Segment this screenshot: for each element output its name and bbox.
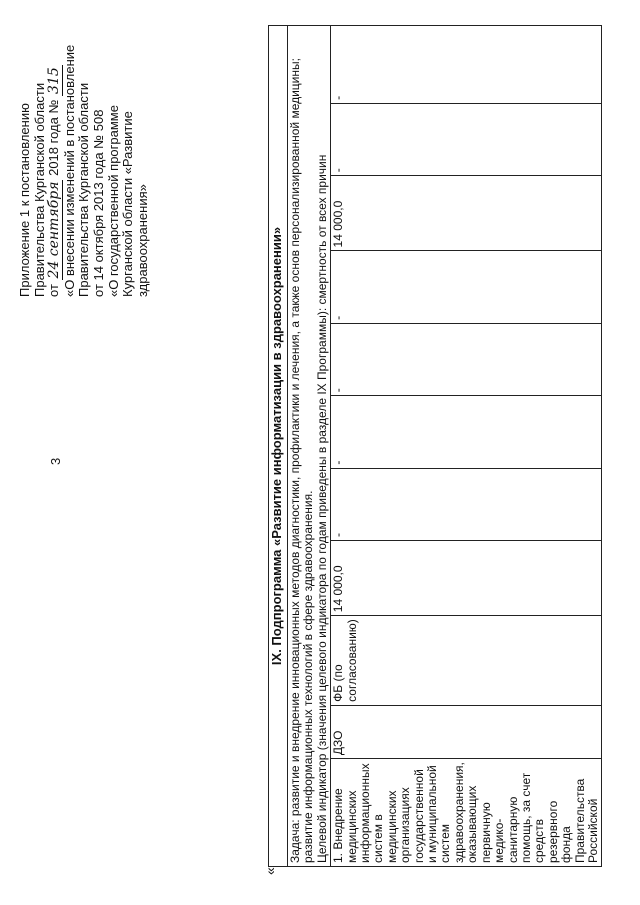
appendix-line: «О внесении изменений в постановление (61, 44, 77, 297)
appendix-line: Правительства Курганской области (31, 82, 47, 297)
appendix-header (18, 17, 150, 297)
appendix-line: Приложение 1 к постановлению (17, 103, 32, 297)
task-text: Задача: развитие и внедрение инновационных методов диагностики, профилактики и лечения, а также основ персонализированной медицины; развитие информационных технологий в сфере здравоохранения. (288, 58, 316, 863)
subprogram-title: IX. Подпрограмма «Развитие информатизации в здравоохранении» (269, 26, 288, 867)
year-value: 14 000,0 (331, 176, 602, 251)
year-value: - (331, 251, 602, 323)
year-value: - (331, 396, 602, 468)
year-value: - (331, 103, 602, 175)
appendix-line: здравоохранения» (134, 184, 150, 297)
appendix-line: «О государственной программе (105, 105, 121, 297)
page-number: 3 (48, 457, 63, 465)
year-value: - (331, 323, 602, 395)
executor: ДЗО (331, 705, 602, 758)
year-value: - (331, 468, 602, 540)
measure-name: 1. Внедрение медицинских информационных систем в медицинских организациях государственной и муниципальной систем здравоохранения, оказывающих первичную медико-санитарную помощь, за счет средств резервного фонда Правительства Российской (331, 759, 602, 867)
appendix-line: Курганской области «Развитие (120, 111, 136, 297)
indicator-text: Целевой индикатор (значения целевого индикатора по годам приведены в разделе IX Программы): смертность от всех причин (314, 154, 329, 863)
date-mid: 2018 года № (46, 99, 62, 176)
appendix-date-line (47, 17, 63, 297)
subprogram-table (268, 25, 602, 867)
date-prefix: от (46, 284, 62, 297)
handwritten-number: 315 (46, 67, 63, 94)
funding-source: ФБ (по согласованию) (331, 616, 602, 706)
appendix-line: Правительства Курганской области (76, 82, 92, 297)
handwritten-date: 24 сентября (46, 181, 63, 279)
task-cell (288, 26, 331, 867)
year-value: - (331, 26, 602, 104)
table-row (331, 26, 602, 867)
appendix-line: от 14 октября 2013 года № 508 (90, 109, 106, 297)
total-amount: 14 000,0 (331, 540, 602, 615)
open-quote: « (262, 867, 278, 875)
